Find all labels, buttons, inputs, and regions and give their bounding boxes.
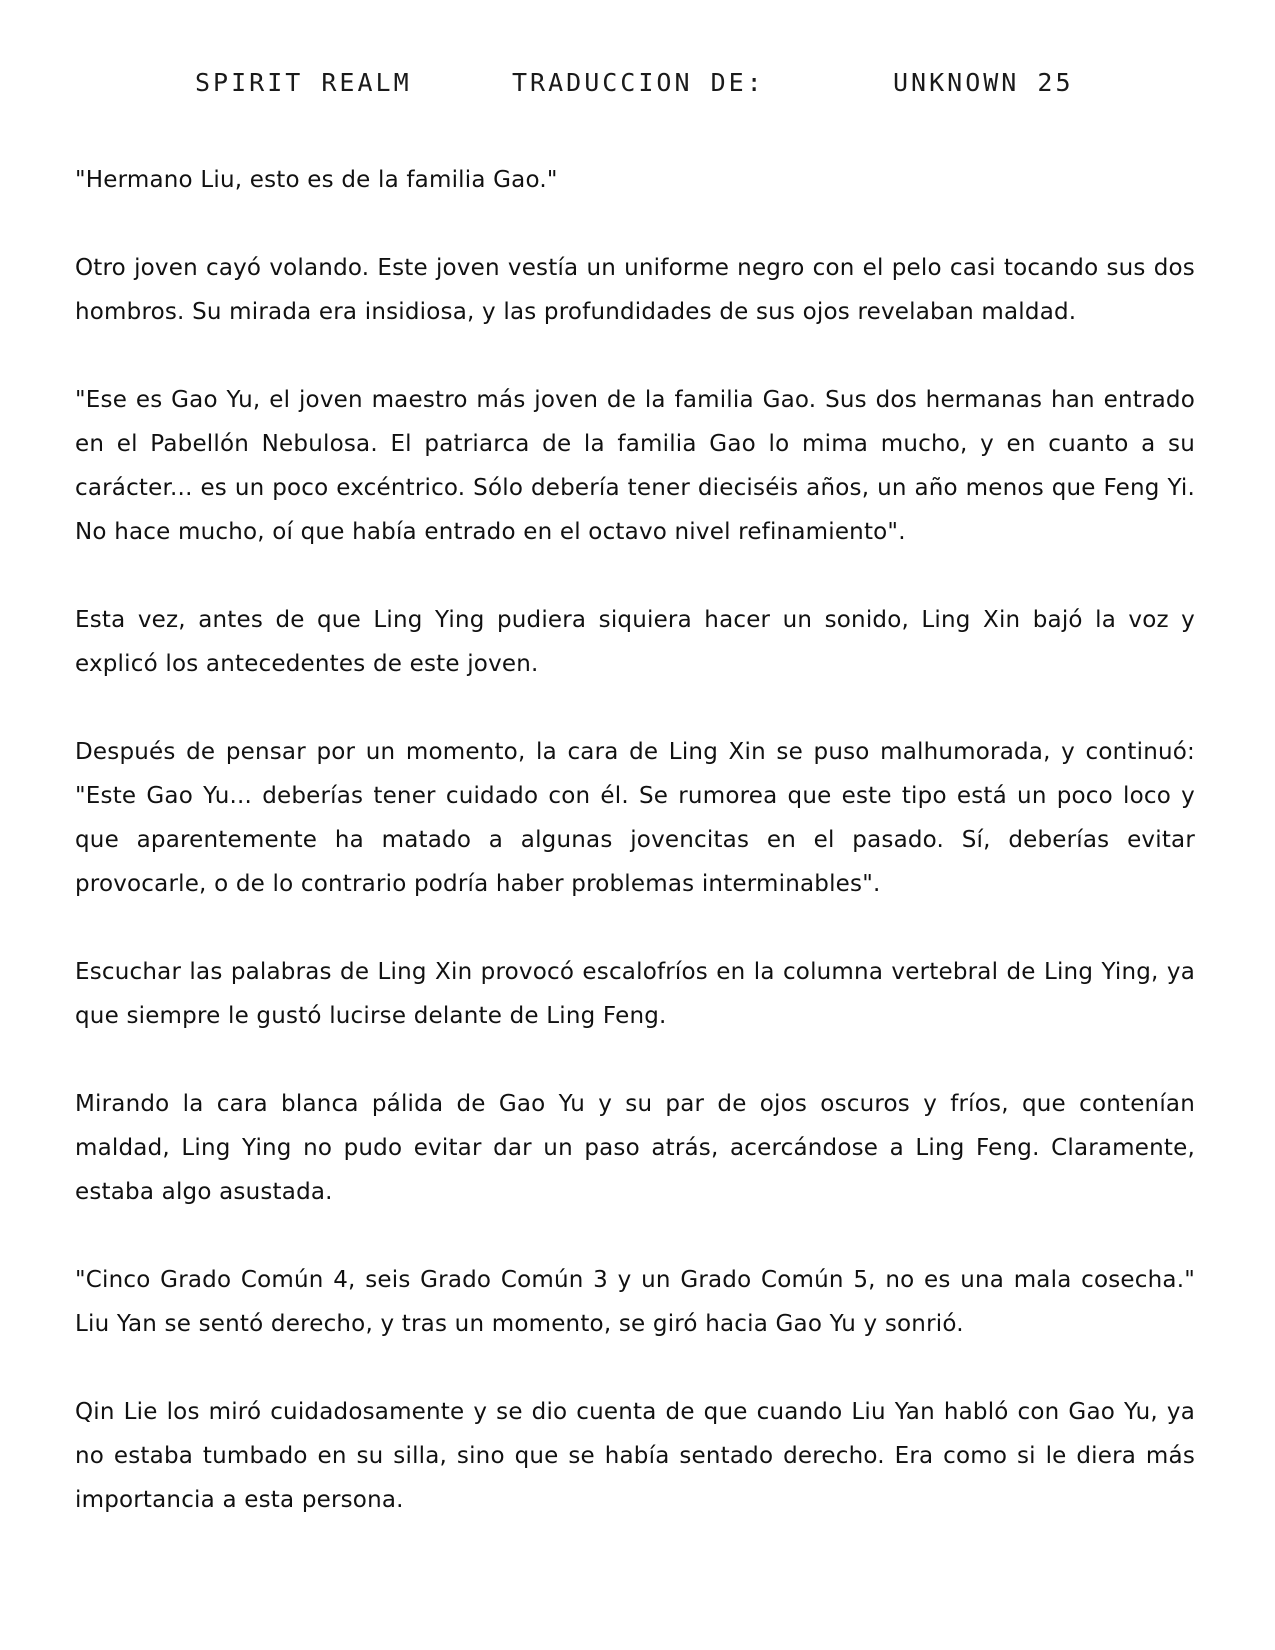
paragraph: Qin Lie los miró cuidadosamente y se dio cuenta de que cuando Liu Yan habló con Gao Yu, ya no estaba tumbado en su silla, sino que se había sentado derecho. Era como si le diera más importancia a esta persona. [75, 1399, 1195, 1513]
paragraph: Otro joven cayó volando. Este joven vestía un uniforme negro con el pelo casi tocando sus dos hombros. Su mirada era insidiosa, y las profundidades de sus ojos revelaban maldad. [75, 255, 1195, 325]
paragraph: Después de pensar por un momento, la cara de Ling Xin se puso malhumorada, y continuó: "Este Gao Yu... deberías tener cuidado con él. Se rumorea que este tipo está un poco loco y que aparentemente ha matado a algunas jovencitas en el pasado. Sí, deberías evitar provocarle, o de lo contrario podría haber problemas interminables". [75, 739, 1195, 897]
paragraph: "Hermano Liu, esto es de la familia Gao." [75, 167, 558, 193]
document-body [75, 158, 1195, 1566]
paragraph: "Cinco Grado Común 4, seis Grado Común 3 y un Grado Común 5, no es una mala cosecha." Liu Yan se sentó derecho, y tras un momento, se giró hacia Gao Yu y sonrió. [75, 1267, 1195, 1337]
paragraph: Mirando la cara blanca pálida de Gao Yu y su par de ojos oscuros y fríos, que contenían maldad, Ling Ying no pudo evitar dar un paso atrás, acercándose a Ling Feng. Claramente, estaba algo asustada. [75, 1091, 1195, 1205]
header-title: SPIRIT REALM [195, 68, 412, 97]
paragraph: "Ese es Gao Yu, el joven maestro más joven de la familia Gao. Sus dos hermanas han entrado en el Pabellón Nebulosa. El patriarca de la familia Gao lo mima mucho, y en cuanto a su carácter... es un poco excéntrico. Sólo debería tener dieciséis años, un año menos que Feng Yi. No hace mucho, oí que había entrado en el octavo nivel refinamiento". [75, 387, 1195, 545]
page-header [0, 68, 1275, 108]
header-translator: UNKNOWN 25 [893, 68, 1074, 97]
paragraph: Esta vez, antes de que Ling Ying pudiera siquiera hacer un sonido, Ling Xin bajó la voz y explicó los antecedentes de este joven. [75, 607, 1195, 677]
header-translation-label: TRADUCCION DE: [512, 68, 765, 97]
paragraph: Escuchar las palabras de Ling Xin provocó escalofríos en la columna vertebral de Ling Ying, ya que siempre le gustó lucirse delante de Ling Feng. [75, 959, 1195, 1029]
